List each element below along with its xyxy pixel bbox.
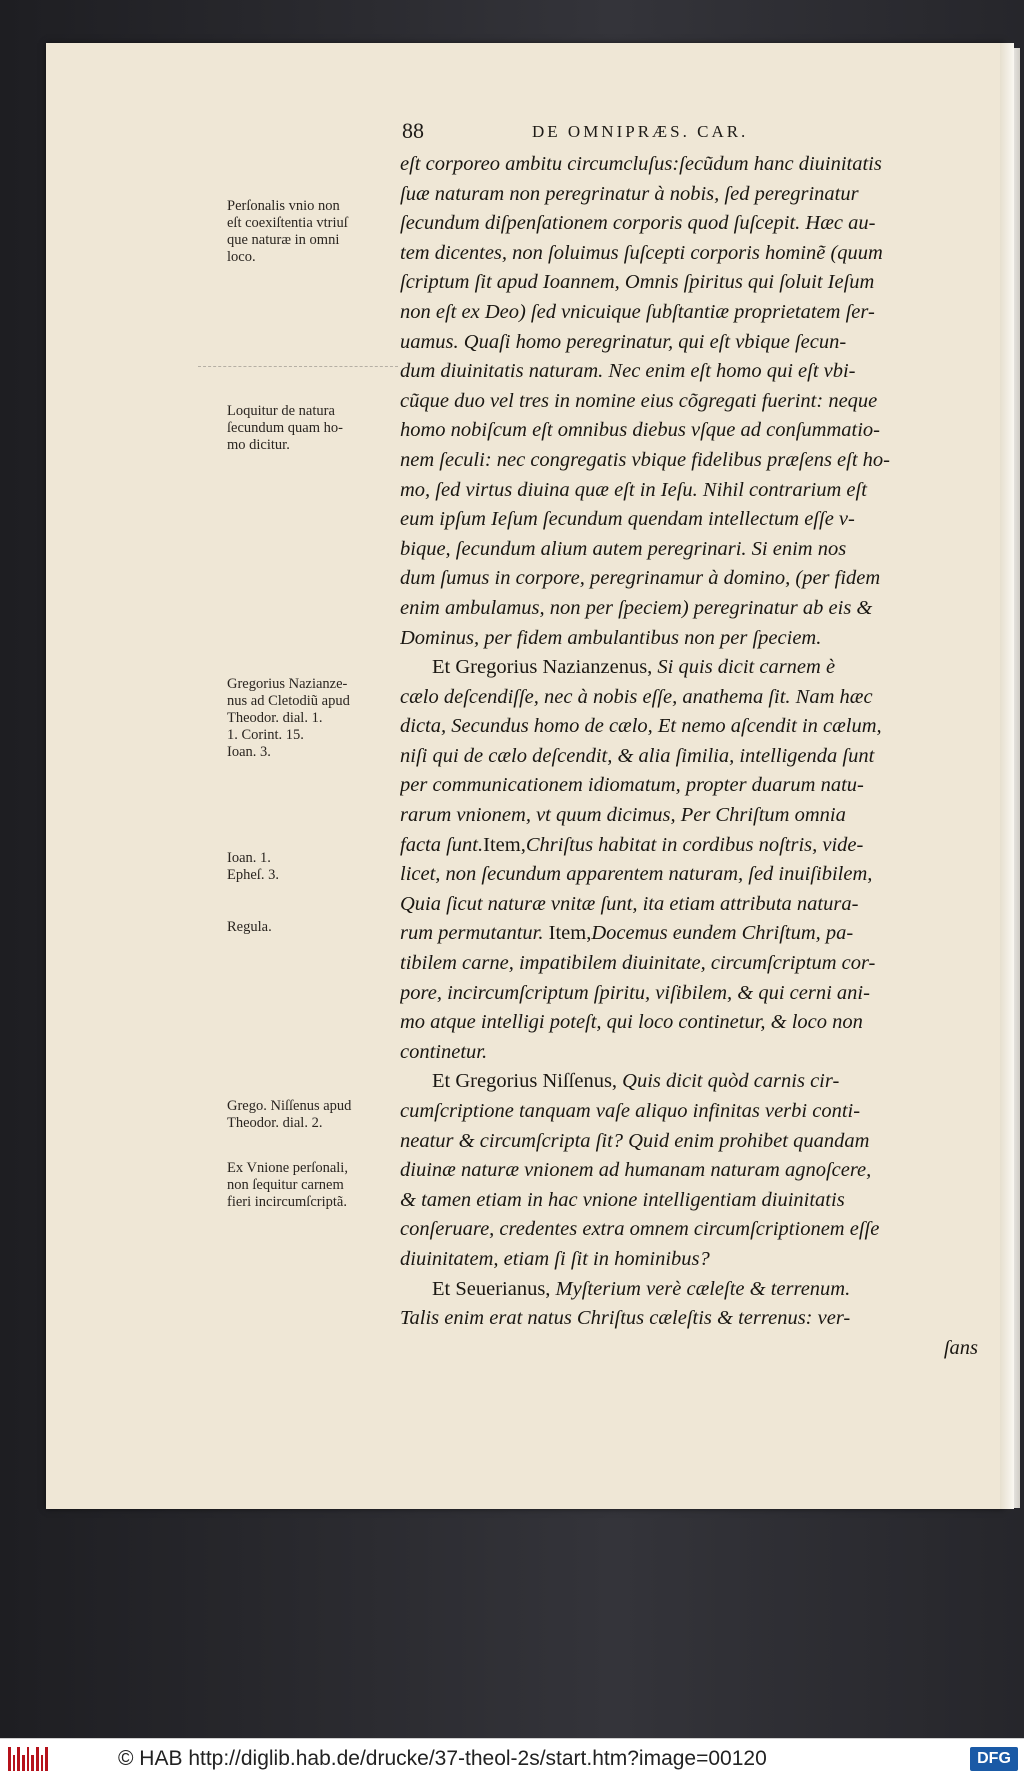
text-line: cælo deſcendiſſe, nec à nobis eſſe, anathema ſit. Nam hæc [400,685,873,708]
quote-lead: Et Gregorius Nazianzenus, [432,656,653,679]
text-line: bique, ſecundum alium autem peregrinari. Si enim nos [400,537,847,560]
text-line: pore, incircumſcriptum ſpiritu, viſibilem, & qui cerni ani- [400,981,870,1004]
text-line: enim ambulamus, non per ſpeciem) peregrinatur ab eis & [400,596,873,619]
text-line: eſt corporeo ambitu circumcluſus:ſecũdum hanc diuinitatis [400,153,882,175]
margin-note [227,1098,395,1132]
margin-note-line: Theodor. dial. 1. [227,710,323,726]
text-line: & tamen etiam in hac vnione intelligentiam diuinitatis [400,1188,845,1211]
margin-note-line: Ioan. 1. [227,850,271,866]
quote-text: rum permutantur. [400,922,544,945]
text-line: dum ſumus in corpore, peregrinamur à domino, (per fidem [400,567,881,590]
text-line [400,919,978,949]
text-line: Quia ſicut naturæ vnitæ ſunt, ita etiam attributa natura- [400,892,859,915]
margin-note-line: nus ad Cletodiũ apud [227,693,350,709]
margin-note-line: fieri incircumſcriptã. [227,1194,347,1210]
text-line: mo atque intelligi poteſt, qui loco continetur, & loco non [400,1011,863,1034]
text-line [400,1067,978,1097]
margin-note [227,676,395,761]
text-line: diuinitatem, etiam ſi ſit in hominibus? [400,1247,710,1270]
running-head [360,118,960,148]
margin-note-line: ſecundum quam ho- [227,420,343,436]
text-line: tibilem carne, impatibilem diuinitate, circumſcriptum cor- [400,952,876,975]
margin-note [227,403,395,454]
hab-logo-icon [8,1747,48,1771]
text-line [400,1275,978,1305]
text-line: eum ipſum Ieſum ſecundum quendam intellectum eſſe v- [400,508,855,531]
margin-note-line: loco. [227,249,256,265]
pencil-mark [198,366,398,369]
margin-note-line: Perſonalis vnio non [227,198,340,214]
text-line: dicta, Secundus homo de cælo, Et nemo aſcendit in cælum, [400,715,882,738]
text-line: ſecundum diſpenſationem corporis quod ſuſcepit. Hæc au- [400,212,876,235]
margin-note-line: Ioan. 3. [227,744,271,760]
margin-note-line: 1. Corint. 15. [227,727,304,743]
text-line: ſcriptum ſit apud Ioannem, Omnis ſpiritus qui ſoluit Ieſum [400,271,875,294]
quote-lead: Et Gregorius Niſſenus, [432,1070,618,1093]
item-word: Item, [548,922,592,945]
quote-text: Quis dicit quòd carnis cir- [622,1070,840,1093]
quote-text: Myſterium verè cæleſte & terrenum. [555,1277,851,1300]
dfg-logo-icon: DFG [970,1747,1018,1771]
main-text-block [400,150,978,1363]
margin-note [227,919,395,936]
viewer-footer [0,1738,1024,1779]
margin-note-line: mo dicitur. [227,437,290,453]
text-line: diuinæ naturæ vnionem ad humanam naturam agnoſcere, [400,1159,872,1182]
text-line: cumſcriptione tanquam vaſe aliquo infinitas verbi conti- [400,1100,861,1122]
quote-lead: Et Seuerianus, [432,1277,551,1300]
quote-text: Docemus eundem Chriſtum, pa- [591,922,854,945]
text-line: rarum vnionem, vt quum dicimus, Per Chriſtum omnia [400,804,846,827]
quote-text: Chriſtus habitat in cordibus noſtris, vide- [525,833,864,856]
text-line: per communicationem idiomatum, propter duarum natu- [400,774,864,797]
margin-note-line: Theodor. dial. 2. [227,1115,323,1131]
margin-note-line: Loquitur de natura [227,403,335,419]
text-line: continetur. [400,1040,488,1063]
margin-note-line: que naturæ in omni [227,232,340,248]
text-line: cũque duo vel tres in nomine eius cõgregati fuerint: neque [400,389,878,412]
running-title: DE OMNIPRÆS. CAR. [532,122,749,141]
text-line: Dominus, per fidem ambulantibus non per ſpeciem. [400,626,822,649]
text-line [400,653,978,683]
text-line: nem ſeculi: nec congregatis vbique fidelibus præſens eſt ho- [400,448,890,471]
margin-note [227,198,395,266]
margin-note-line: non ſequitur carnem [227,1177,344,1193]
text-line: licet, non ſecundum apparentem naturam, ſed inuiſibilem, [400,863,873,886]
margin-note-line: Grego. Niſſenus apud [227,1098,352,1114]
text-line: dum diuinitatis naturam. Nec enim eſt homo qui eſt vbi- [400,360,856,383]
text-line: non eſt ex Deo) ſed vnicuique ſubſtantiæ proprietatem ſer- [400,300,875,323]
catchword: ſans [943,1336,978,1359]
text-line: homo nobiſcum eſt omnibus diebus vſque ad conſummatio- [400,419,880,442]
page-number: 88 [402,118,424,143]
text-line: neatur & circumſcripta ſit? Quid enim prohibet quandam [400,1129,870,1152]
text-line: conſeruare, credentes extra omnem circumſcriptionem eſſe [400,1218,880,1241]
copyright-link[interactable]: © HAB http://diglib.hab.de/drucke/37-theol-2s/start.htm?image=00120 [118,1747,767,1770]
text-line [400,831,978,861]
quote-text: Si quis dicit carnem è [657,656,836,679]
margin-note-line: Gregorius Nazianze- [227,676,348,692]
margin-note-line: Epheſ. 3. [227,867,279,883]
text-line: uamus. Quaſi homo peregrinatur, qui eſt vbique ſecun- [400,330,847,353]
margin-note-line: eſt coexiſtentia vtriuſ [227,215,348,231]
text-line: Talis enim erat natus Chriſtus cæleſtis & terrenus: ver- [400,1307,851,1330]
quote-text: facta ſunt. [400,833,484,856]
text-line: ſuæ naturam non peregrinatur à nobis, ſed peregrinatur [400,182,859,205]
margin-note-line: Ex Vnione perſonali, [227,1160,348,1176]
text-line: tem dicentes, non ſoluimus ſuſcepti corporis hominẽ (quum [400,241,883,264]
text-line: mo, ſed virtus diuina quæ eſt in Ieſu. Nihil contrarium eſt [400,478,867,501]
margin-note [227,850,395,884]
text-line: niſi qui de cælo deſcendit, & alia ſimilia, intelligenda ſunt [400,744,875,767]
item-word: Item, [483,833,526,856]
margin-note [227,1160,395,1211]
margin-note-line: Regula. [227,919,272,935]
